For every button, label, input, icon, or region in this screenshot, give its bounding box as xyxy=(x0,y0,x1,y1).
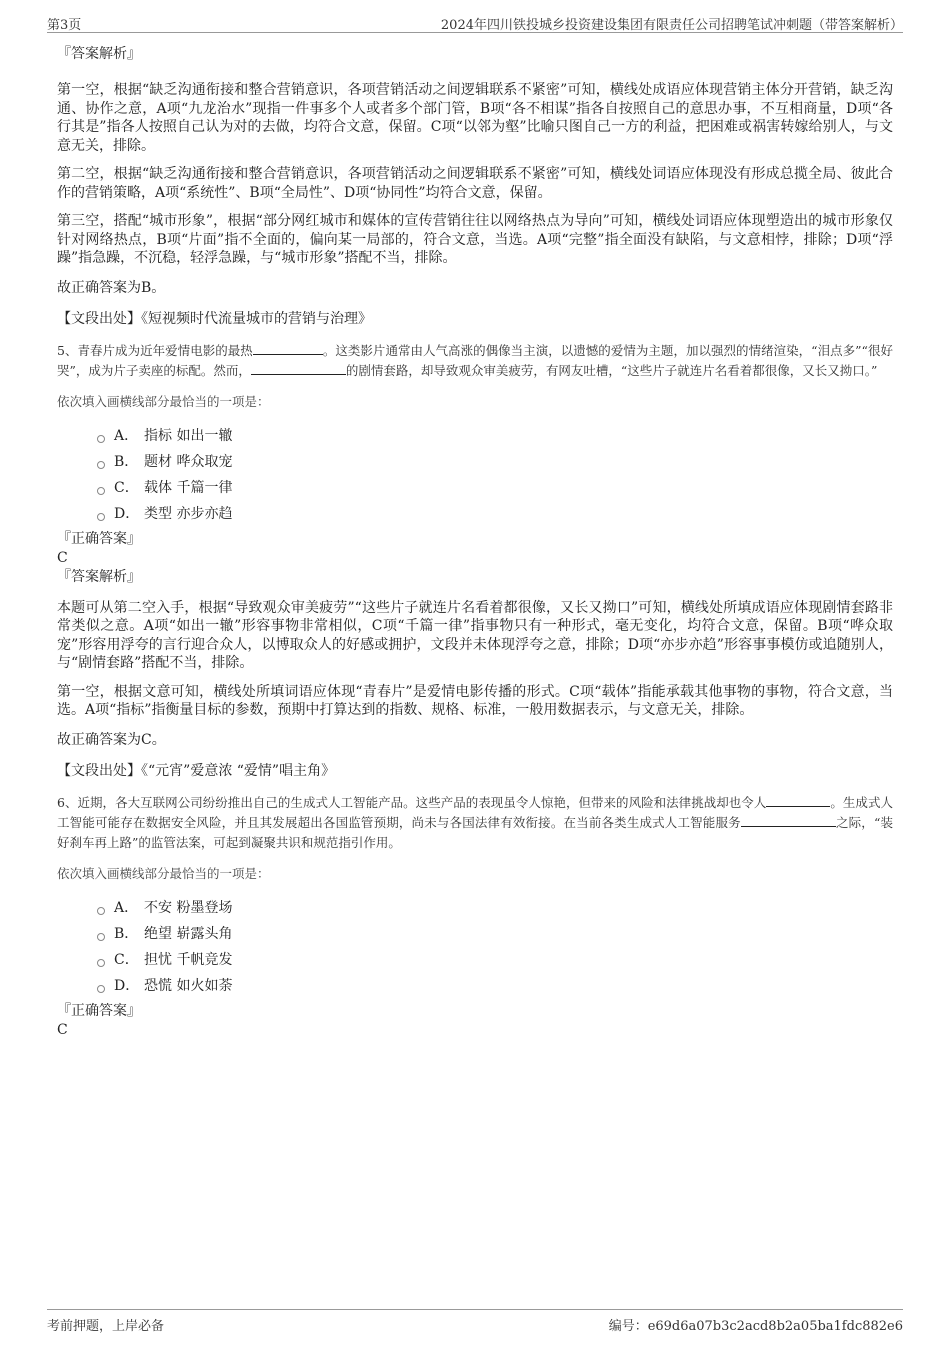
footer-slogan: 考前押题，上岸必备 xyxy=(47,1319,165,1334)
q5-prompt: 依次填入画横线部分最恰当的一项是： xyxy=(57,393,270,409)
q6-question: 6、近期，各大互联网公司纷纷推出自己的生成式人工智能产品。这些产品的表现虽令人惊艳，但带来的风险和法律挑战却也令人 。生成式人工智能可能存在数据安全风险，并且其发展超出各国监管预期，尚未与各国法律有效衔接。在当前各类生成式人工智能服务 之际，“装好刹车再上路”的监管法案，可起到凝聚共识和规范指引作用。 xyxy=(57,794,894,850)
q4-source: 【文段出处】《短视频时代流量城市的营销与治理》 xyxy=(57,311,372,327)
q5-option-d[interactable]: D． 类型 亦步亦趋 xyxy=(97,501,893,527)
q6-correct-answer: C xyxy=(57,1021,68,1038)
q5-question: 5、青春片成为近年爱情电影的最热 。这类影片通常由人气高涨的偶像当主演，以遗憾的爱情为主题，加以强烈的情绪渲染，“泪点多”“很好哭”，成为片子卖座的标配。然而， 的剧情套路，却导致观众审美疲劳，有网友吐槽，“这些片子就连片名看着都很像，又长又拗口。” xyxy=(57,342,893,378)
q5-correct-label: 『正确答案』 xyxy=(57,530,141,547)
q4-conclusion: 故正确答案为B。 xyxy=(57,279,166,296)
q6-prompt: 依次填入画横线部分最恰当的一项是： xyxy=(57,865,270,881)
q4-analysis-p2: 第二空，根据“缺乏沟通衔接和整合营销意识，各项营销活动之间逻辑联系不紧密”可知，横线处词语应体现没有形成总揽全局、彼此合作的营销策略，A项“系统性”、B项“全局性”、D项“协同性”均符合文意，保留。 xyxy=(57,166,893,201)
q6-option-d[interactable]: D． 恐慌 如火如荼 xyxy=(97,973,893,999)
radio-icon[interactable] xyxy=(97,461,105,469)
radio-icon[interactable] xyxy=(97,487,105,495)
q5-conclusion: 故正确答案为C。 xyxy=(57,731,166,748)
q6-option-c[interactable]: C． 担忧 千帆竞发 xyxy=(97,947,893,973)
q4-analysis-label: 『答案解析』 xyxy=(57,46,141,62)
q5-option-b[interactable]: B． 题材 哗众取宠 xyxy=(97,449,893,475)
q4-analysis-p1: 第一空，根据“缺乏沟通衔接和整合营销意识，各项营销活动之间逻辑联系不紧密”可知，横线处成语应体现营销主体分开营销，缺乏沟通、协作之意，A项“九龙治水”现指一件事多个人或者多个部门管，B项“各不相谋”指各自按照自己的意思办事，不互相商量，D项“各行其是”指各人按照自己认为对的去做，均符合文意，保留。C项“以邻为壑”比喻只图自己一方的利益，把困难或祸害转嫁给别人，与文意无关，排除。 xyxy=(57,82,893,154)
q5-blank-2 xyxy=(251,362,346,375)
q5-analysis-p1: 本题可从第二空入手，根据“导致观众审美疲劳”“这些片子就连片名看着都很像，又长又拗口”可知，横线处所填成语应体现剧情套路非常类似之意。A项“如出一辙”形容事物非常相似，C项“千篇一律”指事物只有一种形式，毫无变化，均符合文意，保留。B项“哗众取宠”形容用浮夸的言行迎合众人，以博取众人的好感或拥护，文段并未体现浮夸之意，排除；D项“亦步亦趋”形容事事模仿或追随别人，与“剧情套路”搭配不当，排除。 xyxy=(57,599,893,671)
radio-icon[interactable] xyxy=(97,907,105,915)
q6-option-a[interactable]: A． 不安 粉墨登场 xyxy=(97,895,893,921)
radio-icon[interactable] xyxy=(97,513,105,521)
q5-analysis-p2: 第一空，根据文意可知，横线处所填词语应体现“青春片”是爱情电影传播的形式。C项“载体”指能承载其他事物的事物，符合文意，当选。A项“指标”指衡量目标的参数，预期中打算达到的指数、规格、标准，一般用数据表示，与文意无关，排除。 xyxy=(57,683,893,718)
q6-correct-label: 『正确答案』 xyxy=(57,1002,141,1019)
document-id: 编号：e69d6a07b3c2acd8b2a05ba1fdc882e6 xyxy=(608,1319,903,1334)
document-title: 2024年四川铁投城乡投资建设集团有限责任公司招聘笔试冲刺题（带答案解析） xyxy=(440,18,903,33)
page-number: 第3页 xyxy=(47,18,82,33)
page-header xyxy=(47,10,903,33)
radio-icon[interactable] xyxy=(97,435,105,443)
page-footer xyxy=(47,1309,903,1334)
q5-option-a[interactable]: A． 指标 如出一辙 xyxy=(97,423,893,449)
q4-analysis-p3: 第三空，搭配“城市形象”，根据“部分网红城市和媒体的宣传营销往往以网络热点为导向”可知，横线处词语应体现塑造出的城市形象仅针对网络热点，B项“片面”指不全面的，偏向某一局部的，符合文意，当选。A项“完整”指全面没有缺陷，与文意相悖，排除；D项“浮躁”指急躁，不沉稳，轻浮急躁，与“城市形象”搭配不当，排除。 xyxy=(57,213,893,266)
q5-options xyxy=(57,423,893,527)
q5-correct-answer: C xyxy=(57,549,68,566)
q5-option-c[interactable]: C． 载体 千篇一律 xyxy=(97,475,893,501)
radio-icon[interactable] xyxy=(97,985,105,993)
q5-blank-1 xyxy=(253,342,323,355)
q6-options xyxy=(57,895,893,999)
q6-blank-1 xyxy=(766,794,830,807)
q6-option-b[interactable]: B． 绝望 崭露头角 xyxy=(97,921,893,947)
q5-analysis-label: 『答案解析』 xyxy=(57,568,141,585)
radio-icon[interactable] xyxy=(97,959,105,967)
radio-icon[interactable] xyxy=(97,933,105,941)
q6-blank-2 xyxy=(741,814,836,827)
page-content xyxy=(57,44,893,1039)
q5-source: 【文段出处】《“元宵”爱意浓 “爱情”唱主角》 xyxy=(57,763,336,779)
